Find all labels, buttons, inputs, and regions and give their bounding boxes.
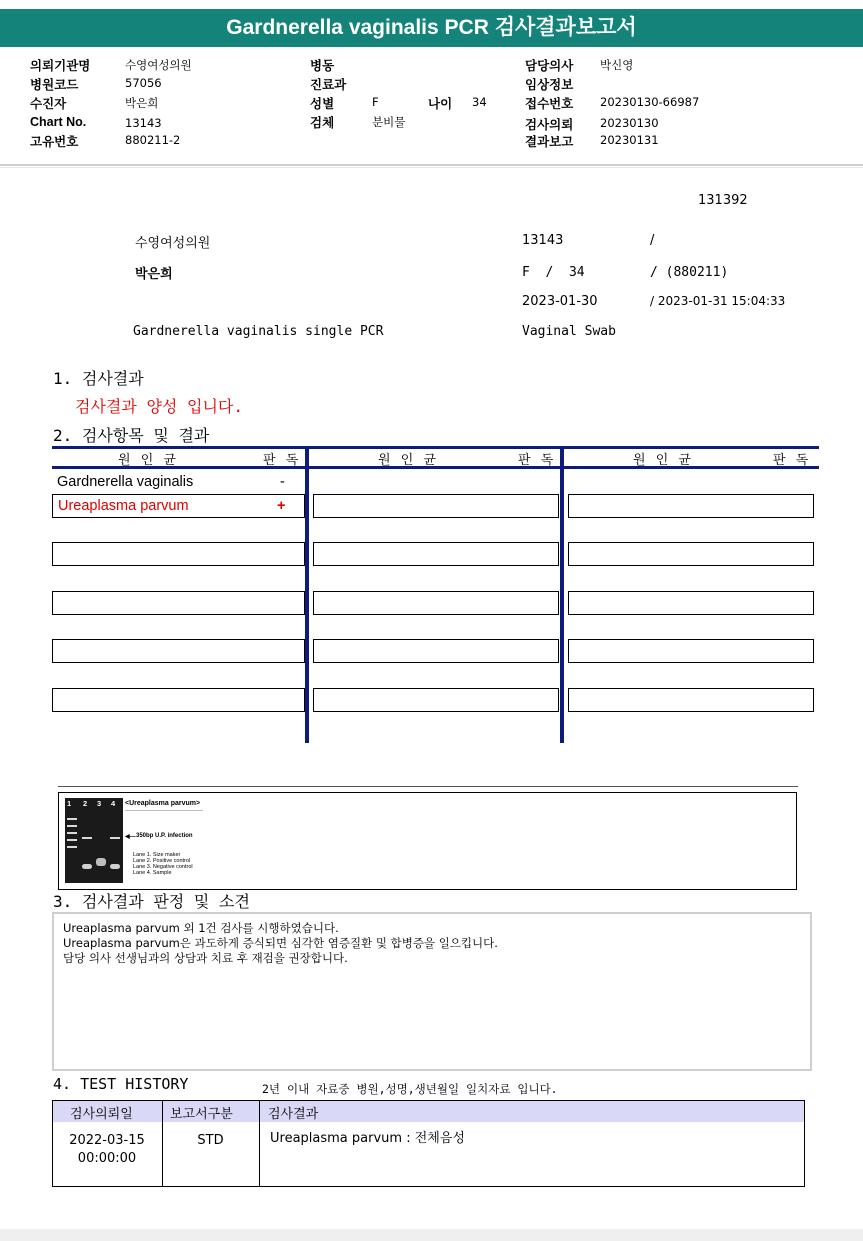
lane-number: 1	[67, 799, 72, 808]
specimen: Vaginal Swab	[522, 324, 616, 339]
history-col-divider	[259, 1100, 260, 1187]
result-cell	[313, 542, 559, 566]
result-cell	[52, 591, 305, 615]
header-value: 20230130-66987	[600, 95, 700, 109]
gel-legend-item: Lane 1. Size maker	[133, 852, 181, 858]
header-value: 박신영	[600, 58, 634, 72]
header-value: 34	[472, 95, 487, 109]
header-value: 박은희	[125, 96, 159, 110]
column-divider	[560, 446, 564, 743]
header-value: 분비물	[372, 115, 406, 129]
gel-band	[110, 837, 120, 839]
section-heading: 4. TEST HISTORY	[53, 1075, 189, 1093]
col-header-judgement: 판 독	[263, 453, 302, 468]
gel-title-rule	[125, 810, 203, 811]
organism-name: Gardnerella vaginalis	[57, 474, 194, 490]
result-cell	[568, 688, 814, 712]
gel-legend-item: Lane 4. Sample	[133, 870, 172, 876]
page-footer-bar	[0, 1229, 863, 1241]
report-title: Gardnerella vaginalis PCR 검사결과보고서	[0, 9, 863, 47]
chart-number: 13143	[522, 233, 564, 248]
patient-name: 박은희	[135, 267, 173, 282]
gel-band	[67, 832, 77, 834]
result-cell	[568, 591, 814, 615]
opinion-line: Ureaplasma parvum은 과도하게 증식되면 심각한 염증질환 및 합병증을 일으킵니다.	[63, 936, 498, 950]
result-cell	[568, 494, 814, 518]
history-time: 00:00:00	[77, 1151, 137, 1166]
result-cell	[52, 639, 305, 663]
header-divider	[0, 164, 863, 166]
gel-band	[82, 837, 92, 839]
header-label: 병동	[310, 59, 335, 73]
gel-arrow-label: 350bp U.P. infection	[136, 833, 193, 839]
sex-age: F / 34	[522, 265, 585, 280]
section-heading: 3. 검사결과 판정 및 소견	[53, 892, 250, 911]
header-value: 20230131	[600, 133, 659, 147]
history-result: Ureaplasma parvum : 전체음성	[270, 1131, 465, 1146]
section-heading: 1. 검사결과	[53, 369, 144, 388]
report-datetime: / 2023-01-31 15:04:33	[650, 294, 786, 308]
result-cell	[313, 494, 559, 518]
clinic-name: 수영여성의원	[135, 236, 211, 251]
col-header-judgement: 판 독	[773, 453, 812, 468]
header-label: Chart No.	[30, 115, 87, 129]
history-col-header: 검사의뢰일	[70, 1107, 133, 1122]
report-number: 131392	[698, 193, 748, 208]
gel-band	[67, 846, 77, 848]
judgement: +	[277, 498, 286, 514]
separator: /	[650, 233, 655, 248]
result-cell	[313, 591, 559, 615]
organism-name: Ureaplasma parvum	[58, 498, 189, 514]
column-divider	[305, 446, 309, 743]
header-label: 담당의사	[525, 59, 574, 73]
header-label: 임상정보	[525, 78, 574, 92]
header-label: 의뢰기관명	[30, 59, 91, 73]
opinion-line: Ureaplasma parvum 외 1건 검사를 시행하였습니다.	[63, 921, 339, 935]
gel-band	[82, 864, 92, 869]
gel-title: <Ureaplasma parvum>	[125, 800, 201, 807]
history-date: 2022-03-15	[69, 1133, 145, 1148]
header-label: 검체	[310, 116, 335, 130]
result-cell	[568, 542, 814, 566]
header-value: 13143	[125, 116, 162, 130]
request-date: 2023-01-30	[522, 294, 598, 309]
header-label: 결과보고	[525, 135, 574, 149]
col-header-organism: 원 인 균	[118, 453, 179, 468]
gel-top-rule	[58, 786, 798, 787]
col-header-judgement: 판 독	[518, 453, 557, 468]
header-label: 접수번호	[525, 97, 574, 111]
gel-legend-item: Lane 2. Positive control	[133, 858, 191, 864]
header-label: 성별	[310, 97, 335, 111]
header-label: 수진자	[30, 97, 67, 111]
header-label: 나이	[428, 97, 453, 111]
arrow-icon: ◀—	[125, 834, 136, 840]
birth-date: / (880211)	[650, 265, 729, 280]
history-col-header: 보고서구분	[170, 1107, 233, 1122]
history-note: 2년 이내 자료중 병원,성명,생년월일 일치자료 입니다.	[262, 1082, 558, 1096]
history-col-header: 검사결과	[268, 1107, 319, 1122]
history-type: STD	[197, 1133, 224, 1148]
header-value: F	[372, 95, 379, 109]
test-name: Gardnerella vaginalis single PCR	[133, 324, 384, 339]
result-cell	[313, 639, 559, 663]
judgement: -	[280, 474, 285, 490]
header-label: 진료과	[310, 78, 347, 92]
gel-band	[110, 864, 120, 869]
gel-band	[67, 818, 77, 820]
gel-legend-item: Lane 3. Negative control	[133, 864, 193, 870]
lane-number: 3	[97, 799, 102, 808]
header-value: 수영여성의원	[125, 58, 192, 72]
opinion-line: 담당 의사 선생님과의 상담과 치료 후 재검을 권장합니다.	[63, 951, 348, 965]
header-value: 880211-2	[125, 133, 181, 147]
header-label: 병원코드	[30, 78, 79, 92]
header-divider	[0, 167, 863, 168]
header-label: 검사의뢰	[525, 118, 574, 132]
col-header-organism: 원 인 균	[633, 453, 694, 468]
header-value: 20230130	[600, 116, 659, 130]
result-summary: 검사결과 양성 입니다.	[75, 397, 244, 416]
header-label: 고유번호	[30, 135, 79, 149]
section-heading: 2. 검사항목 및 결과	[53, 426, 210, 445]
result-cell	[52, 542, 305, 566]
result-cell	[52, 688, 305, 712]
result-cell	[568, 639, 814, 663]
lane-number: 2	[83, 799, 88, 808]
result-cell	[313, 688, 559, 712]
header-value: 57056	[125, 76, 162, 90]
history-header-row	[52, 1100, 805, 1123]
opinion-text	[63, 921, 498, 966]
lane-number: 4	[111, 799, 116, 808]
gel-band	[96, 858, 106, 866]
col-header-organism: 원 인 균	[378, 453, 439, 468]
gel-band	[67, 839, 77, 841]
gel-image	[65, 798, 123, 883]
gel-band	[67, 825, 77, 827]
